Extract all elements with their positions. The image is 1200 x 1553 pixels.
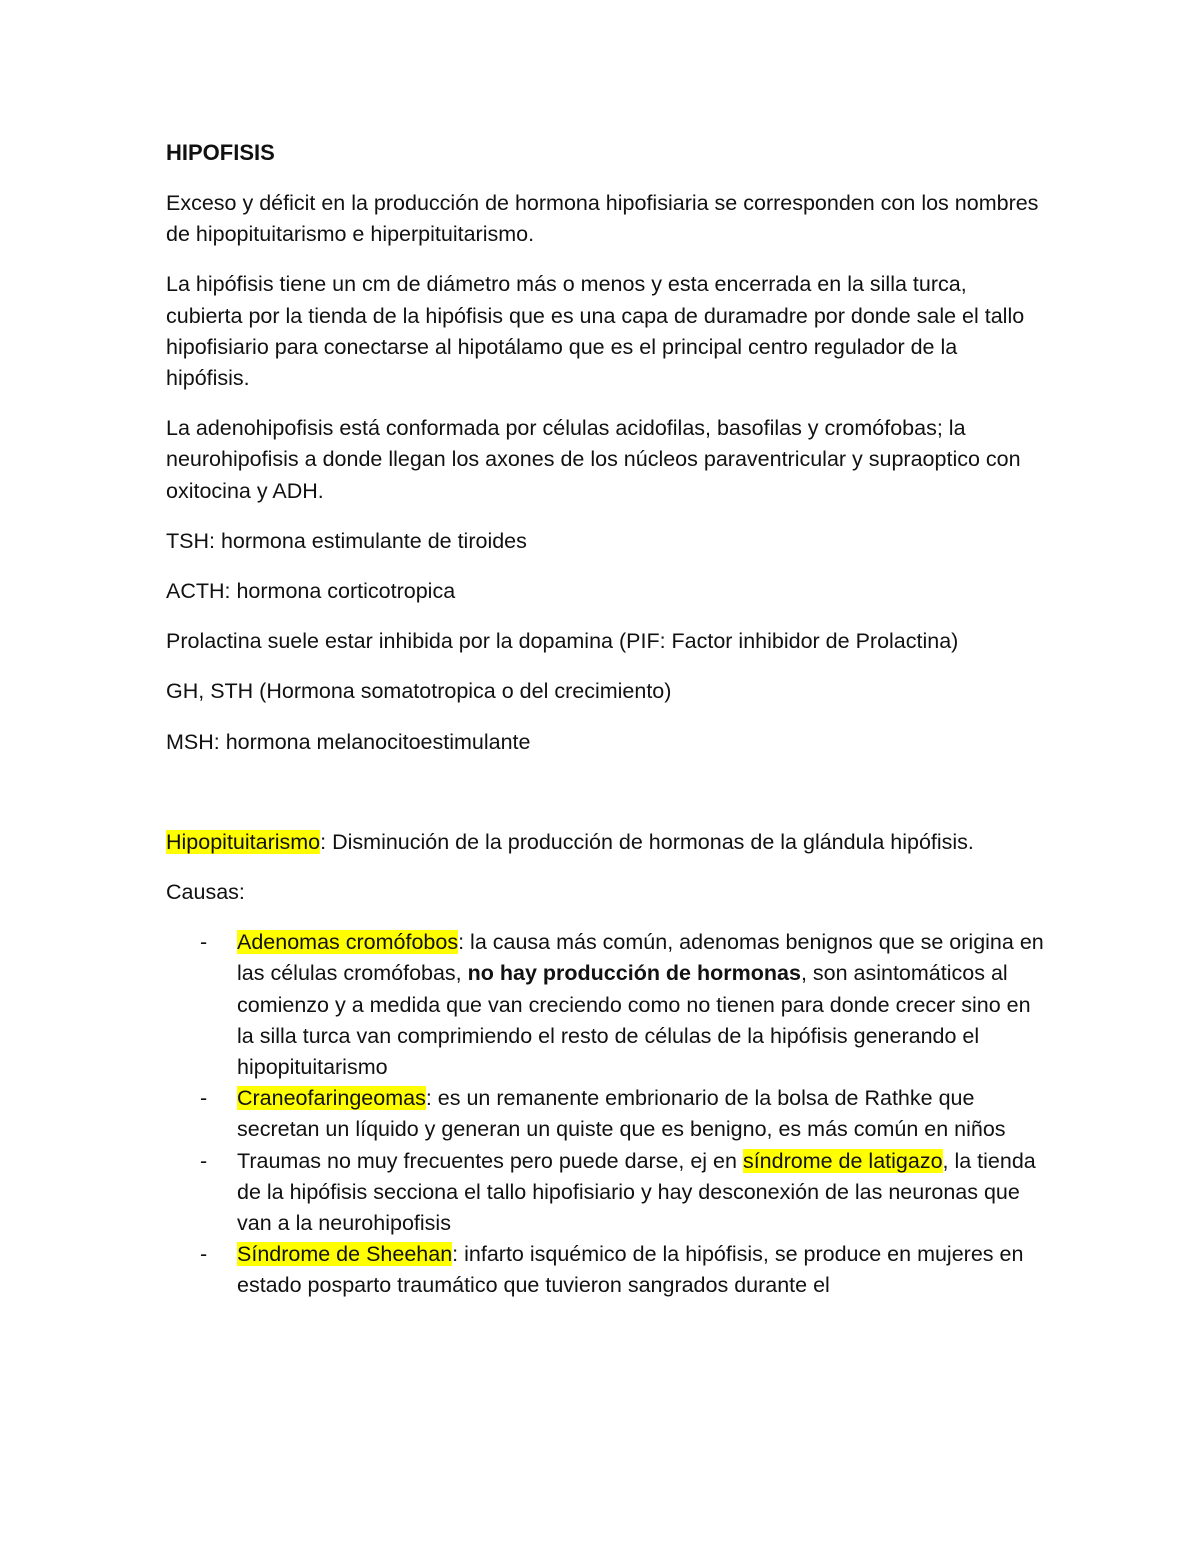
paragraph-intro: Exceso y déficit en la producción de hormona hipofisiaria se corresponden con los nombres de hipopituitarismo e hiperpituitarismo. <box>166 191 1039 247</box>
bullet-dash: - <box>200 1086 208 1111</box>
item-text: : es un remanente embrionario de la bolsa de Rathke que secretan un líquido y generan un quiste que es benigno, es más común en niños <box>237 1086 1006 1142</box>
blank-line <box>166 777 1046 827</box>
paragraph-acth: ACTH: hormona corticotropica <box>166 579 456 604</box>
paragraph-gh: GH, STH (Hormona somatotropica o del crecimiento) <box>166 679 672 704</box>
item-text: , la tienda de la hipófisis secciona el tallo hipofisiario y hay desconexión de las neuronas que van a la neurohipofisis <box>237 1148 1036 1236</box>
paragraph-prolactina: Prolactina suele estar inhibida por la dopamina (PIF: Factor inhibidor de Prolactina) <box>166 629 959 654</box>
paragraph-adenohipofisis: La adenohipofisis está conformada por células acidofilas, basofilas y cromófobas; la neurohipofisis a donde llegan los axones de los núcleos paraventricular y supraoptico con oxitocina y ADH. <box>166 416 1021 503</box>
paragraph-msh: MSH: hormona melanocitoestimulante <box>166 729 531 754</box>
causas-list <box>166 927 1046 1301</box>
causas-label: Causas: <box>166 880 245 905</box>
list-item-traumas <box>166 1146 1046 1240</box>
highlighted-term: síndrome de latigazo <box>742 1148 943 1173</box>
bullet-dash: - <box>200 930 208 955</box>
list-item-sheehan <box>166 1239 1046 1301</box>
item-text: , son asintomáticos al comienzo y a medida que van creciendo como no tienen para donde crecer sino en la silla turca van comprimiendo el resto de células de la hipófisis generando el hipopituitarismo <box>237 961 1031 1080</box>
bold-text: no hay producción de hormonas <box>467 961 801 986</box>
list-item-adenomas <box>166 927 1046 1083</box>
highlighted-term: Adenomas cromófobos <box>237 930 459 955</box>
bullet-dash: - <box>200 1242 208 1267</box>
document-body <box>166 137 1046 1302</box>
paragraph-hipopituitarismo <box>166 827 1046 858</box>
paragraph-anatomy: La hipófisis tiene un cm de diámetro más o menos y esta encerrada en la silla turca, cubierta por la tienda de la hipófisis que es una capa de duramadre por donde sale el tallo hipofisiario para conectarse al hipotálamo que es el principal centro regulador de la hipófisis. <box>166 272 1025 391</box>
item-text: : la causa más común, adenomas benignos que se origina en las células cromófobas, <box>237 930 1044 986</box>
document-title: HIPOFISIS <box>166 140 275 165</box>
highlighted-term: Hipopituitarismo <box>166 829 321 854</box>
list-item-craneofaringeomas <box>166 1083 1046 1145</box>
highlighted-term: Síndrome de Sheehan <box>237 1242 453 1267</box>
item-text: : infarto isquémico de la hipófisis, se produce en mujeres en estado posparto traumático que tuvieron sangrados durante el <box>237 1242 1024 1298</box>
bullet-dash: - <box>200 1148 208 1173</box>
highlighted-term: Craneofaringeomas <box>237 1086 426 1111</box>
definition-text: : Disminución de la producción de hormonas de la glándula hipófisis. <box>320 829 974 854</box>
item-text: Traumas no muy frecuentes pero puede darse, ej en <box>237 1148 743 1173</box>
paragraph-tsh: TSH: hormona estimulante de tiroides <box>166 528 527 553</box>
